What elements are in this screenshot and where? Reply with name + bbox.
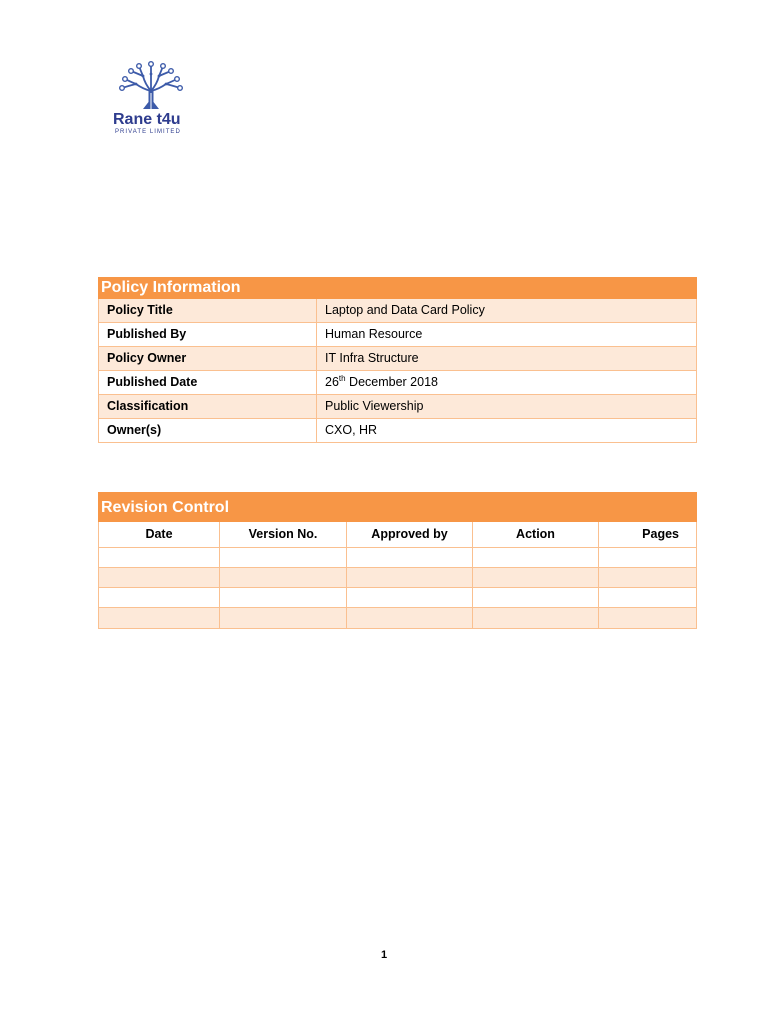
revision-cell-pages (599, 548, 696, 567)
revision-row (99, 588, 696, 608)
policy-row-owners (99, 419, 696, 443)
policy-information-body (98, 299, 697, 443)
logo-wordmark: Rane t4u (113, 111, 181, 128)
page-number: 1 (380, 949, 388, 961)
company-logo (111, 60, 197, 136)
policy-row-title (99, 299, 696, 323)
revision-cell-date (99, 588, 220, 607)
tree-icon (112, 60, 192, 110)
revision-cell-pages (599, 588, 696, 607)
revision-cell-action (473, 568, 599, 587)
policy-row-published-date (99, 371, 696, 395)
revision-cell-pages (599, 568, 696, 587)
column-header-approved-by: Approved by (347, 522, 473, 547)
revision-row (99, 568, 696, 588)
revision-cell-date (99, 568, 220, 587)
revision-cell-action (473, 588, 599, 607)
revision-row (99, 548, 696, 568)
policy-row-value (317, 371, 696, 394)
revision-cell-approved-by (347, 548, 473, 567)
date-day: 26 (325, 375, 339, 389)
revision-cell-approved-by (347, 588, 473, 607)
column-header-pages: Pages (642, 527, 679, 541)
revision-cell-version (220, 608, 347, 628)
revision-cell-version (220, 548, 347, 567)
revision-row (99, 608, 696, 628)
date-month-year: December 2018 (345, 375, 438, 389)
policy-information-title: Policy Information (98, 277, 697, 299)
policy-row-value: Public Viewership (325, 399, 424, 413)
policy-row-label: Published Date (99, 371, 317, 394)
revision-cell-action (473, 548, 599, 567)
column-header-action: Action (473, 522, 599, 547)
column-header-date: Date (99, 522, 220, 547)
revision-cell-approved-by (347, 608, 473, 628)
revision-control-table (98, 492, 697, 629)
policy-row-label: Owner(s) (99, 419, 317, 442)
policy-row-value: Human Resource (325, 327, 423, 341)
policy-row-value: Laptop and Data Card Policy (325, 303, 485, 317)
logo-tagline: PRIVATE LIMITED (115, 129, 181, 135)
revision-control-title: Revision Control (98, 492, 697, 522)
revision-cell-action (473, 608, 599, 628)
policy-row-value: IT Infra Structure (325, 351, 419, 365)
policy-row-label: Classification (99, 395, 317, 418)
policy-row-classification (99, 395, 696, 419)
policy-row-published-by (99, 323, 696, 347)
revision-header-row (99, 522, 696, 548)
revision-cell-approved-by (347, 568, 473, 587)
revision-cell-date (99, 548, 220, 567)
policy-row-label: Policy Owner (99, 347, 317, 370)
revision-cell-version (220, 568, 347, 587)
policy-row-value: CXO, HR (325, 423, 378, 437)
revision-cell-version (220, 588, 347, 607)
revision-control-grid (98, 522, 697, 629)
policy-row-label: Policy Title (99, 299, 317, 322)
revision-cell-pages (599, 608, 696, 628)
date-ordinal-suffix: th (338, 373, 346, 383)
policy-row-label: Published By (99, 323, 317, 346)
revision-cell-date (99, 608, 220, 628)
column-header-version: Version No. (220, 522, 347, 547)
policy-information-table (98, 277, 697, 443)
policy-row-owner (99, 347, 696, 371)
